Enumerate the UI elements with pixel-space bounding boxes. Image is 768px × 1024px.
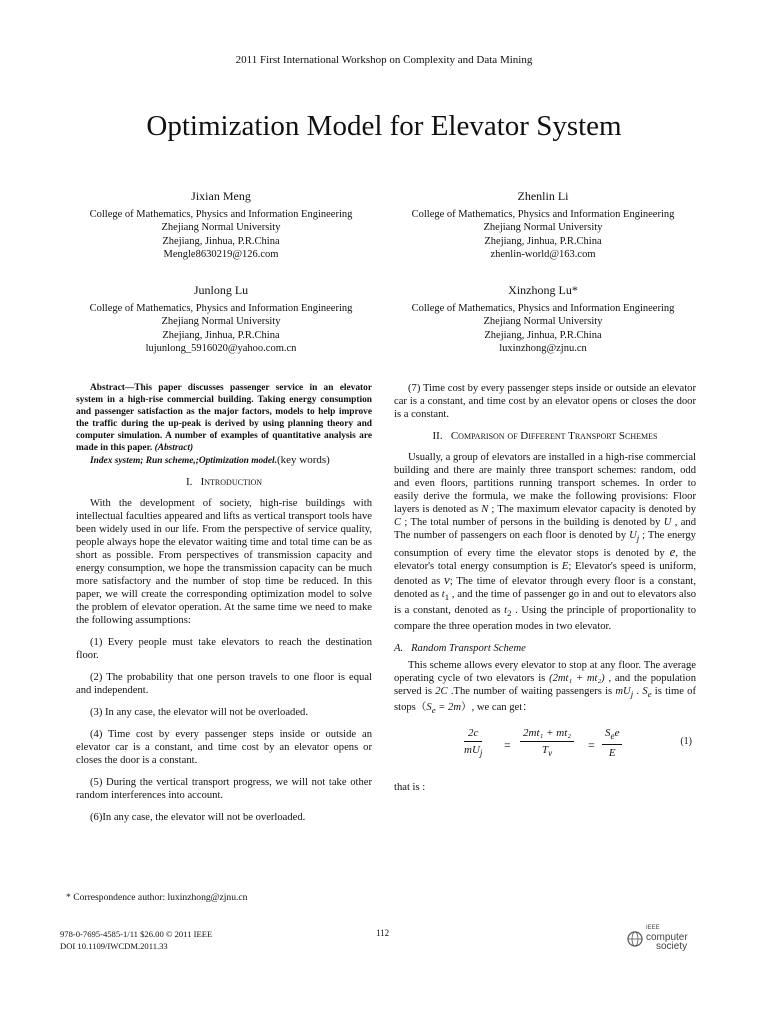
author-email: lujunlong_5916020@yahoo.com.cn bbox=[145, 343, 297, 354]
author-block-3 bbox=[66, 284, 376, 356]
var-e: e bbox=[669, 544, 676, 560]
assumption-7: (7) Time cost by every passenger steps inside or outside an elevator car is a constant, and time cost by an elevator opens or closes the door is a constant. bbox=[394, 383, 696, 420]
equals-sign: = bbox=[588, 737, 595, 752]
var-N: N bbox=[481, 504, 489, 515]
author-city: Zhejiang, Jinhua, P.R.China bbox=[484, 235, 602, 247]
served-expression: 2C bbox=[435, 686, 448, 698]
section-heading-introduction bbox=[76, 476, 372, 489]
paper-title: Optimization Model for Elevator System bbox=[146, 110, 622, 142]
fraction-lhs: 2c $mU_j$ bbox=[464, 726, 483, 758]
author-affiliation: College of Mathematics, Physics and Information Engineering bbox=[411, 208, 675, 220]
conference-name: 2011 First International Workshop on Complexity and Data Mining bbox=[235, 54, 533, 66]
ieee-computer-society-logo bbox=[626, 924, 710, 950]
logo-ieee-text: IEEE bbox=[646, 925, 660, 931]
subsection-number: A. bbox=[394, 643, 404, 655]
section-heading-comparison bbox=[394, 430, 696, 443]
author-email: luxinzhong@zjnu.cn bbox=[499, 343, 587, 354]
that-is-text: that is : bbox=[394, 781, 426, 793]
author-university: Zhejiang Normal University bbox=[161, 316, 281, 327]
author-name: Zhenlin Li bbox=[517, 189, 569, 203]
correspondence-footnote: * Correspondence author: luxinzhong@zjnu.cn bbox=[66, 892, 248, 903]
assumption-6: (6)In any case, the elevator will not be overloaded. bbox=[90, 812, 306, 823]
fraction-mid: $\frac{\text{2mt₁ + mt₂}}{T_v}$ bbox=[520, 727, 574, 760]
assumption-2: (2) The probability that one person travels to one floor is equal and independent. bbox=[76, 672, 372, 696]
var-Uj: U bbox=[629, 530, 637, 541]
author-university: Zhejiang Normal University bbox=[483, 222, 603, 233]
random-scheme-paragraph: This scheme allows every elevator to stop at any floor. The average operating cycle of two elevators is (2mt₁ + mt₂) , and the population served is 2C .The number of waiting passengers is $mU_j$ . $S_e$ is time of $stops(S_e = 2m)$, we can get： bbox=[394, 660, 697, 716]
author-name: Jixian Meng bbox=[191, 189, 251, 203]
logo-computer-text: computer bbox=[646, 932, 688, 943]
author-email: Mengle8630219@126.com bbox=[163, 249, 279, 260]
author-university: Zhejiang Normal University bbox=[161, 222, 281, 233]
page-number: 112 bbox=[376, 928, 390, 938]
author-affiliation: College of Mathematics, Physics and Information Engineering bbox=[411, 302, 675, 314]
author-city: Zhejiang, Jinhua, P.R.China bbox=[484, 329, 602, 341]
var-Se: S bbox=[642, 686, 648, 698]
subsection-title: Random Transport Scheme bbox=[411, 643, 526, 655]
assumption-3: (3) In any case, the elevator will not be overloaded. bbox=[90, 707, 308, 718]
author-affiliation: College of Mathematics, Physics and Information Engineering bbox=[89, 302, 353, 314]
equation-1 bbox=[394, 727, 696, 771]
waiting-expression: mU bbox=[615, 686, 631, 698]
doi-line: DOI 10.1109/IWCDM.2011.33 bbox=[60, 941, 168, 951]
subsection-heading-random bbox=[394, 642, 696, 655]
var-C: C bbox=[394, 517, 402, 528]
keywords bbox=[76, 454, 372, 468]
author-email: zhenlin-world@163.com bbox=[490, 249, 596, 260]
assumption-4: (4) Time cost by every passenger steps inside or outside an elevator car is a constant, and time cost by an elevator opens or closes the door is a constant. bbox=[76, 729, 372, 766]
author-city: Zhejiang, Jinhua, P.R.China bbox=[162, 329, 280, 341]
right-column bbox=[394, 382, 696, 794]
notation-paragraph: Usually, a group of elevators are installed in a high-rise commercial building and there are mainly three transport schemes: random, odd and even floors, partitions running transport schemes. In order to easily derive the formula, we make the following provisions: Floor layers is denoted as N ; The maximum elevator capacity is denoted by C ; The total number of persons in the building is denoted by U , and The number of passengers on each floor is denoted by $U_j$ ; The energy consumption of every time the elevator stops is denoted by e, the elevator's total energy consumption is E; Elevator's speed is uniform, denoted as v; The time of elevator through every floor is a constant, denoted as $t_1$ , and the time of passenger go in and out to elevators also is a constant, denoted as $t_2$ . Using the principle of proportionality to compare the three operation modes in two elevator. bbox=[394, 452, 696, 633]
keywords-text: Index system; Run scheme,;Optimization model. bbox=[90, 456, 277, 466]
var-t2: t bbox=[504, 605, 508, 617]
author-affiliation: College of Mathematics, Physics and Information Engineering bbox=[89, 208, 353, 220]
section-title: Introduction bbox=[200, 476, 263, 488]
var-v: v bbox=[444, 572, 450, 588]
keywords-tail: (key words) bbox=[276, 454, 330, 466]
section-title: Comparison of Different Transport Schemes bbox=[450, 430, 658, 442]
intro-paragraph: With the development of society, high-rise buildings with intellectual faculties appeared and lifts as vertical transport tools have been widely used in our life. From the perspective of service quality, people always hope the elevator waiting time and total time can be as short as possible. From perspectives of transmission capacity and energy consumption, we hope the transmission capacity can be much more satisfactory and the number of stop time be reduced. In this paper, we will create the corresponding optimization model to solve the problem of elevator operation. At the same time we need to make the following assumptions: bbox=[76, 498, 372, 626]
abstract-text: Abstract—This paper discusses passenger service in an elevator system in a high-rise commercial building. Taking energy consumption and passenger satisfaction as the major factors, models to help improve the traffic during the up-peak is derived by using planning theory and computer simulation. A number of examples of quantitative analysis are made in this paper. bbox=[76, 383, 372, 453]
author-block-2 bbox=[388, 190, 698, 262]
author-university: Zhejiang Normal University bbox=[483, 316, 603, 327]
cycle-expression: (2mt₁ + mt₂) bbox=[549, 673, 605, 685]
section-number: II. bbox=[432, 430, 443, 442]
left-column bbox=[76, 382, 372, 833]
equation-number: (1) bbox=[680, 735, 692, 747]
footer-copyright bbox=[60, 928, 212, 952]
section-number: I. bbox=[185, 476, 193, 488]
equals-sign: = bbox=[504, 737, 511, 752]
author-city: Zhejiang, Jinhua, P.R.China bbox=[162, 235, 280, 247]
var-E: E bbox=[561, 561, 569, 573]
author-name: Xinzhong Lu* bbox=[508, 283, 578, 297]
fraction-rhs: $S_ee$ E bbox=[602, 727, 622, 760]
var-U: U bbox=[663, 517, 672, 528]
isbn-line: 978-0-7695-4585-1/11 $26.00 © 2011 IEEE bbox=[60, 929, 213, 939]
author-block-4 bbox=[388, 284, 698, 356]
assumption-1: (1) Every people must take elevators to reach the destination floor. bbox=[76, 637, 372, 661]
globe-icon bbox=[626, 930, 644, 948]
logo-society-text: society bbox=[656, 941, 688, 952]
abstract bbox=[76, 382, 372, 454]
assumption-5: (5) During the vertical transport progress, we will not take other random interferences into account. bbox=[76, 777, 372, 801]
author-name: Junlong Lu bbox=[193, 283, 249, 297]
author-block-1 bbox=[66, 190, 376, 262]
var-t1: t bbox=[441, 589, 445, 601]
abstract-tag: (Abstract) bbox=[154, 443, 194, 453]
